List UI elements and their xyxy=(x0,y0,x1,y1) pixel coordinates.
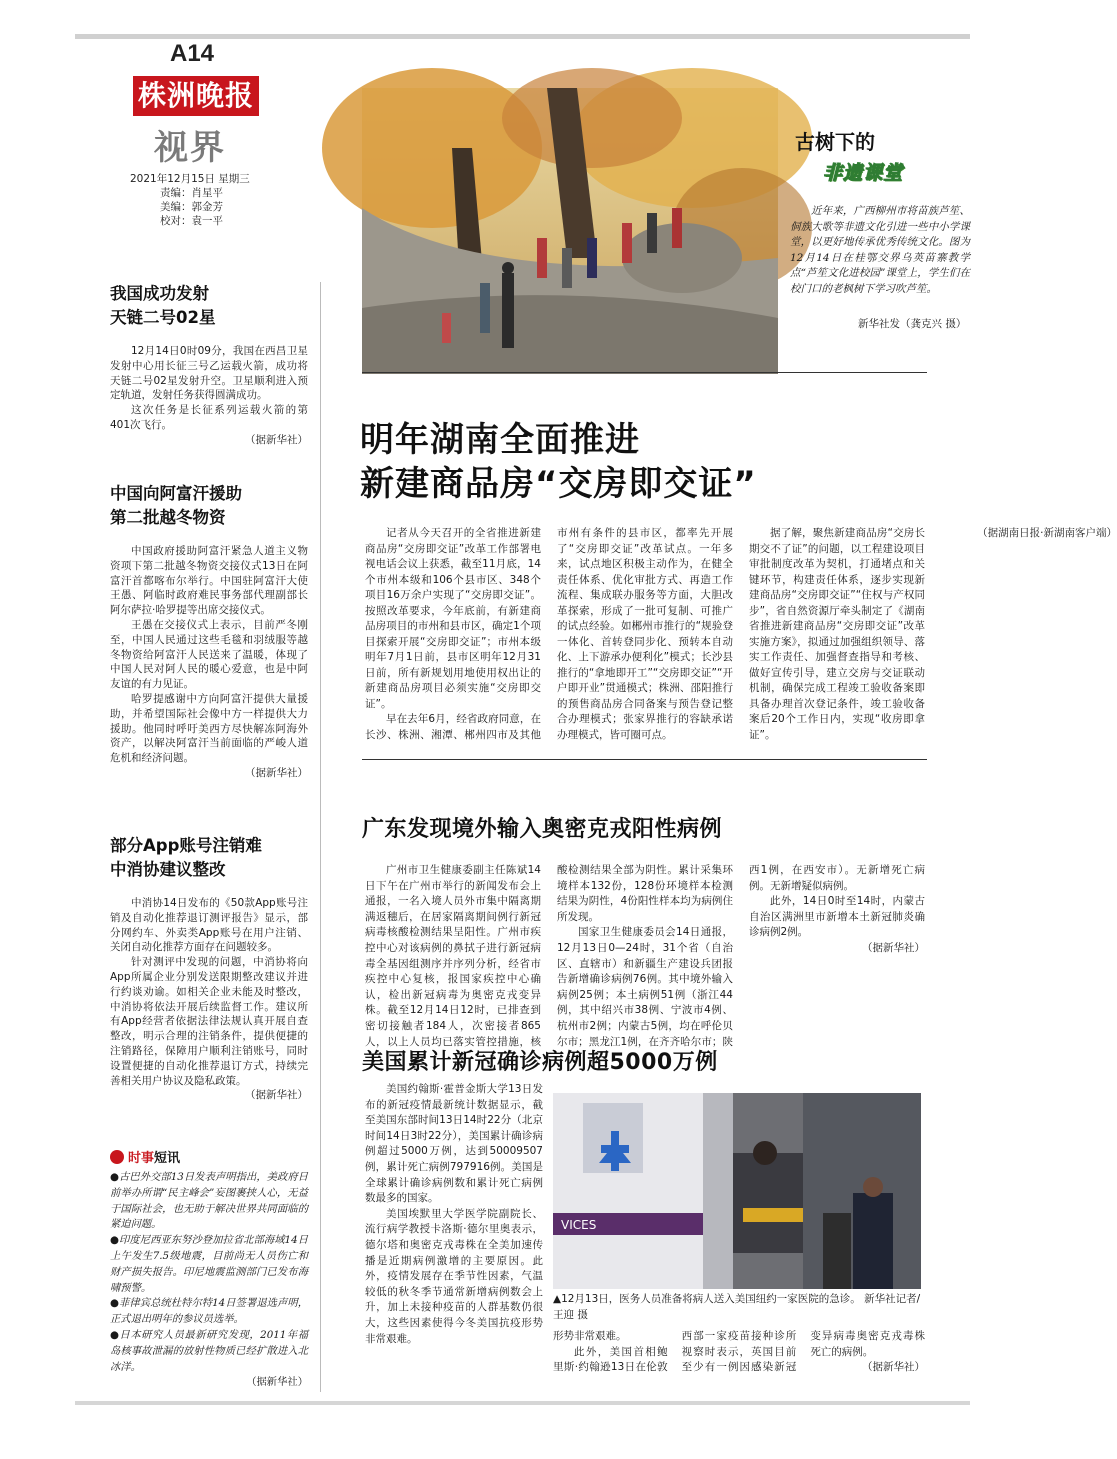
brief-afghanistan xyxy=(110,482,308,834)
headline-line-2: 中消协建议整改 xyxy=(110,860,226,879)
page-number: A14 xyxy=(170,40,215,67)
issue-date: 2021年12月15日 星期三 xyxy=(130,173,250,185)
lead-headline xyxy=(360,418,757,506)
section-title: 视界 xyxy=(154,128,226,168)
brief-source: （据新华社） xyxy=(245,1089,308,1102)
guangdong-paragraph: 国家卫生健康委员会14日通报，12月13日0—24时，31个省（自治区、直辖市）和新疆生产建设兵团报告新增确诊病例76例。其中境外输入病例25例；本土病例51例（浙江44例，其中绍兴市38例、宁波市4例、杭州市2例；内蒙古5例，均在呼伦贝尔市；黑龙江1例，在齐齐哈尔市；陕西1例，在西安市）。无新增死亡病例。无新增疑似病例。 xyxy=(557,864,925,1048)
column-divider xyxy=(320,282,321,1392)
short-item: ●古巴外交部13日发表声明指出，美政府日前举办所谓“民主峰会”妄图裹挟人心，无益于国际社会，也无助于解决世界共同面临的紧迫问题。 xyxy=(110,1171,308,1231)
brief-paragraph: 这次任务是长征系列运载火箭的第401次飞行。 xyxy=(110,404,308,431)
lead-paragraph: 据了解，聚焦新建商品房“交房长期交不了证”的问题，以工程建设项目审批制度改革为契机，打通堵点和关键环节，构建责任体系，逐步实现新建商品房“交房即交证”“住权与产权同步”，省自然资源厅牵头制定了《湖南省推进新建商品房“交房即交证”改革实施方案》，拟通过加强组织领导、落实工作责任、加强督查指导和考核、做好宣传引导，建立交房与交证联动机制，确保完成工程竣工验收备案即具备办理首次登记条件，竣工验收备案后20个工作日内，实现“收房即拿证”。 xyxy=(749,527,925,741)
headline-line-1: 中国向阿富汗援助 xyxy=(110,484,242,503)
top-rule xyxy=(75,34,970,39)
lead-paragraph: 早在去年6月，经省政府同意，在长沙、株洲、湘潭、郴州四市及其他市州有条件的县市区，都率先开展了“交房即交证”改革试点。一年多来，试点地区积极主动作为，在健全责任体系、优化审批方式、再造工作流程、集成联办服务等方面，大胆改革探索，形成了一批可复制、可推广的试点经验。如郴州市推行的“规验登一体化、首转登同步化、预转本自动化、上下游承办便利化”模式；长沙县推行的“拿地即开工”“交房即交证”“开户即开业”贯通模式；株洲、邵阳推行的预售商品房合同备案与预告登记整合办理模式；张家界推行的容缺承诺办理模式，皆可圈可点。 xyxy=(365,527,733,741)
news-shorts-list xyxy=(110,1170,308,1391)
lead-story-body xyxy=(365,526,1117,752)
svg-text:VICES: VICES xyxy=(561,1218,597,1232)
brief-headline xyxy=(110,282,308,330)
brief-paragraph: 中国政府援助阿富汗紧急人道主义物资项下第二批越冬物资交接仪式13日在阿富汗首都喀布尔举行。中国驻阿富汗大使王愚、阿临时政府难民事务部代理副部长阿尔萨拉·哈罗提等出席交接仪式。 xyxy=(110,545,308,617)
headline-line-2: 天链二号02星 xyxy=(110,308,216,327)
short-item: ●印度尼西亚东努沙登加拉省北部海域14日上午发生7.5级地震，目前尚无人员伤亡和财产损失报告。印尼地震监测部门已发布海啸预警。 xyxy=(110,1234,308,1294)
lead-paragraph: 记者从今天召开的全省推进新建商品房“交房即交证”改革工作部署电视电话会议上获悉，截至11月底，14个市州本级和106个县市区、348个项目16万余户实现了“交房即交证”。按照改革要求，今年底前，有新建商品房项目的市州和县市区，确定1个项目探索开展“交房即交证”；市州本级明年7月1日前，县市区明年12月31日前，所有新规划用地使用权出让的新建商品房项目必须实施“交房即交证”。 xyxy=(365,527,541,710)
bottom-rule xyxy=(75,1401,970,1405)
headline-line-2: 第二批越冬物资 xyxy=(110,508,226,527)
brief-paragraph: 哈罗提感谢中方向阿富汗提供大量援助，并希望国际社会像中方一样提供大力援助。他同时呼吁美西方尽快解冻阿海外资产，以解决阿富汗当前面临的严峻人道危机和经济问题。 xyxy=(110,692,308,765)
brief-app-accounts xyxy=(110,834,308,1103)
feature-photo-ancient-tree xyxy=(362,88,778,374)
usa-photo-caption-text: ▲12月13日，医务人员准备将病人送入美国纽约一家医院的急诊。 xyxy=(553,1293,861,1305)
brief-paragraph: 中消协14日发布的《50款App账号注销及自动化推荐退订测评报告》显示，部分网约车、外卖类App账号在用户注销、关闭自动化推荐方面存在问题较多。 xyxy=(110,897,308,954)
feature-photo-caption: 近年来，广西柳州市将苗族芦笙、侗族大歌等非遗文化引进一些中小学课堂，以更好地传承优秀传统文化。图为12月14日在桂鄂交界乌英苗寨教学点“芦笙文化进校园”课堂上，学生们在校门口的老枫树下学习吹芦笙。 xyxy=(790,205,970,295)
tag-black-text: 短讯 xyxy=(154,1151,181,1166)
usa-headline: 美国累计新冠确诊病例超5000万例 xyxy=(362,1050,718,1075)
usa-story-continuation xyxy=(553,1329,925,1379)
designer-credit: 美编：郭金芳 xyxy=(160,201,223,213)
usa-story-body xyxy=(365,1082,543,1347)
brief-satellite xyxy=(110,282,308,482)
shorts-source: （据新华社） xyxy=(246,1376,308,1389)
short-item: ●日本研究人员最新研究发现，2011年福岛核事故泄漏的放射性物质已经扩散进入北冰洋。 xyxy=(110,1328,308,1373)
usa-source: （据新华社） xyxy=(861,1361,925,1374)
proofreader-credit: 校对：袁一平 xyxy=(160,215,223,227)
lead-headline-line-2: 新建商品房“交房即交证” xyxy=(360,464,757,504)
brief-source: （据新华社） xyxy=(245,766,308,779)
guangdong-paragraph: 广州市卫生健康委副主任陈斌14日下午在广州市举行的新闻发布会上通报，一名入境人员外市集中隔离期满返穗后，在居家隔离期间例行新冠病毒核酸检测结果呈阳性。广州市疾控中心对该病例的鼻拭子进行新冠病毒全基因组测序并序列分析，经省市疾控中心复核，报国家疾控中心确认，检出新冠病毒为奥密克戎变异株。截至12月14日12时，已排查到密切接触者184人，次密接者865人，以上人员均已落实管控措施，核酸检测结果全部为阴性。累计采集环境样本132份，128份环境样本检测结果为阴性，4份阳性样本均为病例住所发现。 xyxy=(365,864,733,1048)
short-item: ●菲律宾总统杜特尔特14日签署退选声明，正式退出明年的参议员选举。 xyxy=(110,1297,308,1326)
usa-paragraph: 美国约翰斯·霍普金斯大学13日发布的新冠疫情最新统计数据显示，截至美国东部时间13日14时22分（北京时间14日3时22分），美国累计确诊病例超过5000万例，达到50009507例，累计死亡病例797916例。美国是全球累计确诊病例数和累计死亡病例数最多的国家。 xyxy=(365,1083,543,1205)
lead-source: （据湖南日报·新湖南客户端） xyxy=(977,527,1117,539)
usa-photo-caption xyxy=(553,1292,925,1323)
usa-photo-hospital xyxy=(553,1093,921,1289)
feature-photo-credit: 新华社发（龚克兴 摄） xyxy=(858,318,967,330)
lead-headline-line-1: 明年湖南全面推进 xyxy=(360,420,640,460)
brief-headline xyxy=(110,482,308,530)
usa-paragraph: 此外，美国首相鲍里斯·约翰逊13日在伦敦西部一家疫苗接种诊所视察时表示，英国目前至少有一例因感染新冠变异病毒奥密克戎毒株死亡的病例。 xyxy=(553,1330,925,1374)
brief-paragraph: 王愚在交接仪式上表示，目前严冬刚至，中国人民通过这些毛毯和羽绒服等越冬物资给阿富汗人民送来了温暖，体现了中国人民对阿人民的暖心爱意，也是中阿友谊的有力见证。 xyxy=(110,618,308,691)
section-rule xyxy=(362,759,927,760)
usa-photo-credit: 新华社记者/王迎 摄 xyxy=(553,1293,921,1321)
brief-headline xyxy=(110,834,308,882)
guangdong-source: （据新华社） xyxy=(862,941,925,954)
bullet-icon xyxy=(110,1150,124,1164)
issue-meta xyxy=(130,172,250,228)
brief-source: （据新华社） xyxy=(245,433,308,446)
news-shorts-tag xyxy=(110,1147,180,1166)
usa-paragraph: 形势非常艰难。 xyxy=(553,1330,627,1342)
tag-red-text: 时事 xyxy=(128,1151,155,1166)
caption-rule xyxy=(362,372,927,373)
feature-photo-image xyxy=(362,88,778,374)
editor-credit: 责编：肖星平 xyxy=(160,187,223,199)
guangdong-paragraph: 此外，14日0时至14时，内蒙古自治区满洲里市新增本土新冠肺炎确诊病例2例。 xyxy=(749,895,925,939)
feature-photo-subtitle: 非遗课堂 xyxy=(823,162,904,184)
guangdong-story-body xyxy=(365,863,925,1053)
newspaper-masthead-logo: 株洲晚报 xyxy=(133,76,259,116)
left-briefs-column xyxy=(110,282,308,1103)
usa-paragraph: 美国埃默里大学医学院副院长、流行病学教授卡洛斯·德尔里奥表示，德尔塔和奥密克戎毒株在全美加速传播是近期病例激增的主要原因。此外，疫情发展存在季节性因素，气温较低的秋冬季节通常新增病例数会上升，加上未接种疫苗的人群基数仍很大，这些因素使得今冬美国抗疫形势非常艰难。 xyxy=(365,1207,543,1345)
brief-paragraph: 针对测评中发现的问题，中消协将向App所属企业分别发送限期整改建议并进行约谈劝谕。如相关企业未能及时整改，中消协将依法开展后续监督工作。建议所有App经营者依据法律法规认真开展自查整改，明示合理的注销条件，提供便捷的注销路径，保障用户顺利注销账号，同时设置便捷的自动化推荐退订方式，持续完善相关用户协议及隐私政策。 xyxy=(110,956,308,1087)
brief-paragraph: 12月14日0时09分，我国在西昌卫星发射中心用长征三号乙运载火箭，成功将天链二号02星发射升空。卫星顺利进入预定轨道，发射任务获得圆满成功。 xyxy=(110,345,308,402)
feature-photo-title: 古树下的 xyxy=(795,130,875,154)
headline-line-1: 我国成功发射 xyxy=(110,284,209,303)
headline-line-1: 部分App账号注销难 xyxy=(110,836,262,855)
guangdong-headline: 广东发现境外输入奥密克戎阳性病例 xyxy=(362,817,723,842)
usa-photo-image xyxy=(553,1093,921,1289)
